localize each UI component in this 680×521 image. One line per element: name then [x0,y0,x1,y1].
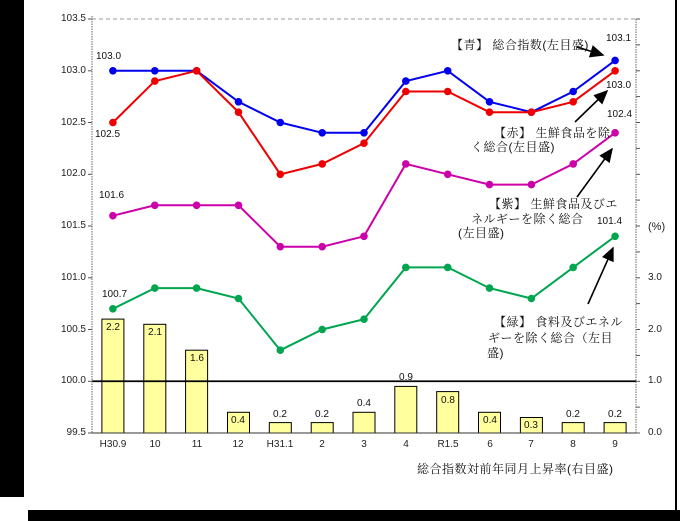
legend-line: 【緑】 食料及びエネル [494,315,623,329]
y-axis-label: 103.5 [60,13,86,24]
y-axis-label: 101.0 [60,272,86,283]
x-axis-label: 3 [361,439,367,450]
y-axis-label: 99.5 [66,427,86,438]
x-axis-label: 4 [403,439,409,450]
x-axis-label: 11 [191,439,203,450]
x-axis-label: H30.9 [99,439,127,450]
x-axis-label: R1.5 [437,439,459,450]
right-axis-label: 1.0 [648,375,662,386]
x-axis-label: 8 [570,439,576,450]
y-axis-label: 100.0 [60,375,86,386]
legend-line: 盛) [487,346,504,360]
bar-value-label: 0.4 [231,415,245,426]
point-value-label: 101.4 [597,216,623,227]
point-value-label: 102.5 [95,129,121,140]
x-axis-label: 10 [149,439,161,450]
point-value-label: 103.0 [606,80,632,91]
y-axis-label: 100.5 [60,324,86,335]
y-axis-label: 101.5 [60,220,86,231]
x-axis-label: H31.1 [266,439,294,450]
bar-value-label: 0.3 [524,420,538,431]
bar-value-label: 0.2 [608,409,622,420]
bar-value-label: 0.4 [357,398,371,409]
y-axis-label: 102.0 [60,168,86,179]
x-axis-label: 7 [528,439,534,450]
bar-value-label: 2.1 [148,327,162,338]
legend-line: ギーを除く総合（左目 [488,331,614,345]
point-value-label: 101.6 [99,190,125,201]
y-axis-label: 103.0 [60,65,86,76]
bar-value-label: 0.2 [315,409,329,420]
bar-value-label: 0.8 [441,395,455,406]
legend-line: (左目盛) [458,226,505,240]
x-axis-label: 12 [232,439,244,450]
bar-value-label: 0.4 [483,415,497,426]
x-axis-caption: 総合指数対前年同月上昇率(右目盛) [417,462,614,476]
bar-value-label: 0.2 [566,409,580,420]
x-axis-label: 9 [612,439,618,450]
legend-line: く総合(左目盛) [471,140,555,154]
point-value-label: 102.4 [607,109,633,120]
bar-value-label: 1.6 [190,353,204,364]
legend-line: 【赤】 生鮮食品を除 [494,126,611,140]
point-value-label: 103.1 [606,33,632,44]
legend-line: 【紫】 生鮮食品及びエ [489,197,618,211]
bar-value-label: 0.9 [399,372,413,383]
y-axis-label: 102.5 [60,117,86,128]
right-axis-unit-label: (%) [648,221,666,233]
x-axis-label: 6 [487,439,493,450]
point-value-label: 103.0 [96,51,122,62]
bar-value-label: 2.2 [106,322,120,333]
right-axis-label: 2.0 [648,324,662,335]
legend-line: 【青】 総合指数(左目盛) [451,38,589,52]
legend-line: ネルギーを除く総合 [471,212,584,226]
point-value-label: 100.7 [102,289,128,300]
right-axis-label: 0.0 [648,427,662,438]
x-axis-label: 2 [319,439,325,450]
right-axis-label: 3.0 [648,272,662,283]
bar-value-label: 0.2 [273,409,287,420]
